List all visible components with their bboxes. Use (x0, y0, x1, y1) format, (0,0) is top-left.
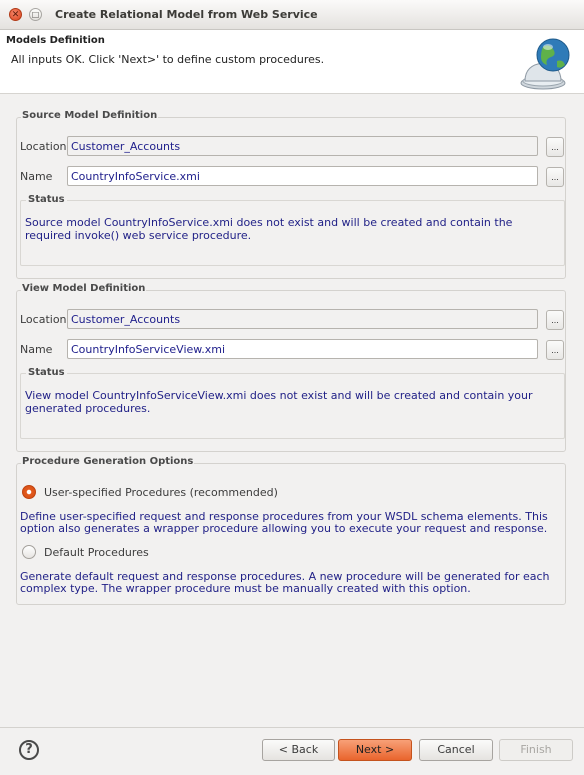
source-status-title: Status (28, 194, 65, 205)
source-status-box (20, 194, 565, 266)
window-title: Create Relational Model from Web Service (55, 8, 318, 21)
view-name-label: Name (20, 343, 53, 356)
page-title: Models Definition (6, 35, 105, 46)
view-model-group-title: View Model Definition (22, 283, 146, 294)
page-message: All inputs OK. Click 'Next>' to define custom procedures. (11, 53, 325, 66)
cancel-button[interactable]: Cancel (419, 739, 493, 761)
wizard-header (0, 30, 584, 94)
default-procedures-radio[interactable] (22, 545, 36, 559)
source-status-text: Source model CountryInfoService.xmi does not exist and will be created and contain the required invoke() web service procedure. (25, 216, 513, 242)
source-model-group-title: Source Model Definition (22, 110, 158, 121)
default-procedures-description: Generate default request and response procedures. A new procedure will be generated for each complex type. The wrapper procedure must be manually created with this option. (20, 570, 550, 595)
source-name-browse-button[interactable]: ... (546, 167, 564, 187)
user-specified-label: User-specified Procedures (recommended) (44, 486, 278, 499)
next-button[interactable]: Next > (338, 739, 412, 761)
view-location-browse-button[interactable]: ... (546, 310, 564, 330)
globe-bell-icon (517, 35, 573, 91)
source-location-label: Location (20, 140, 67, 153)
view-name-field[interactable] (67, 339, 538, 359)
maximize-window-button[interactable]: □ (29, 8, 42, 21)
back-button[interactable]: < Back (262, 739, 335, 761)
source-name-field[interactable] (67, 166, 538, 186)
source-location-browse-button[interactable]: ... (546, 137, 564, 157)
close-window-button[interactable]: ✕ (9, 8, 22, 21)
user-specified-description: Define user-specified request and response procedures from your WSDL schema elements. This option also generates a wrapper procedure allowing you to execute your request and response. (20, 510, 548, 535)
footer-separator (0, 727, 584, 728)
view-location-label: Location (20, 313, 67, 326)
view-status-title: Status (28, 367, 65, 378)
help-icon[interactable]: ? (19, 740, 39, 760)
source-name-label: Name (20, 170, 53, 183)
default-procedures-label: Default Procedures (44, 546, 149, 559)
view-status-box (20, 367, 565, 439)
view-location-field[interactable] (67, 309, 538, 329)
procedure-options-group (16, 456, 566, 605)
view-status-text: View model CountryInfoServiceView.xmi does not exist and will be created and contain your generated procedures. (25, 389, 533, 415)
source-location-field[interactable] (67, 136, 538, 156)
view-model-group (16, 283, 566, 452)
view-name-browse-button[interactable]: ... (546, 340, 564, 360)
procedure-options-group-title: Procedure Generation Options (22, 456, 194, 467)
finish-button[interactable]: Finish (499, 739, 573, 761)
source-model-group (16, 110, 566, 279)
user-specified-radio[interactable] (22, 485, 36, 499)
window-titlebar (0, 0, 584, 30)
